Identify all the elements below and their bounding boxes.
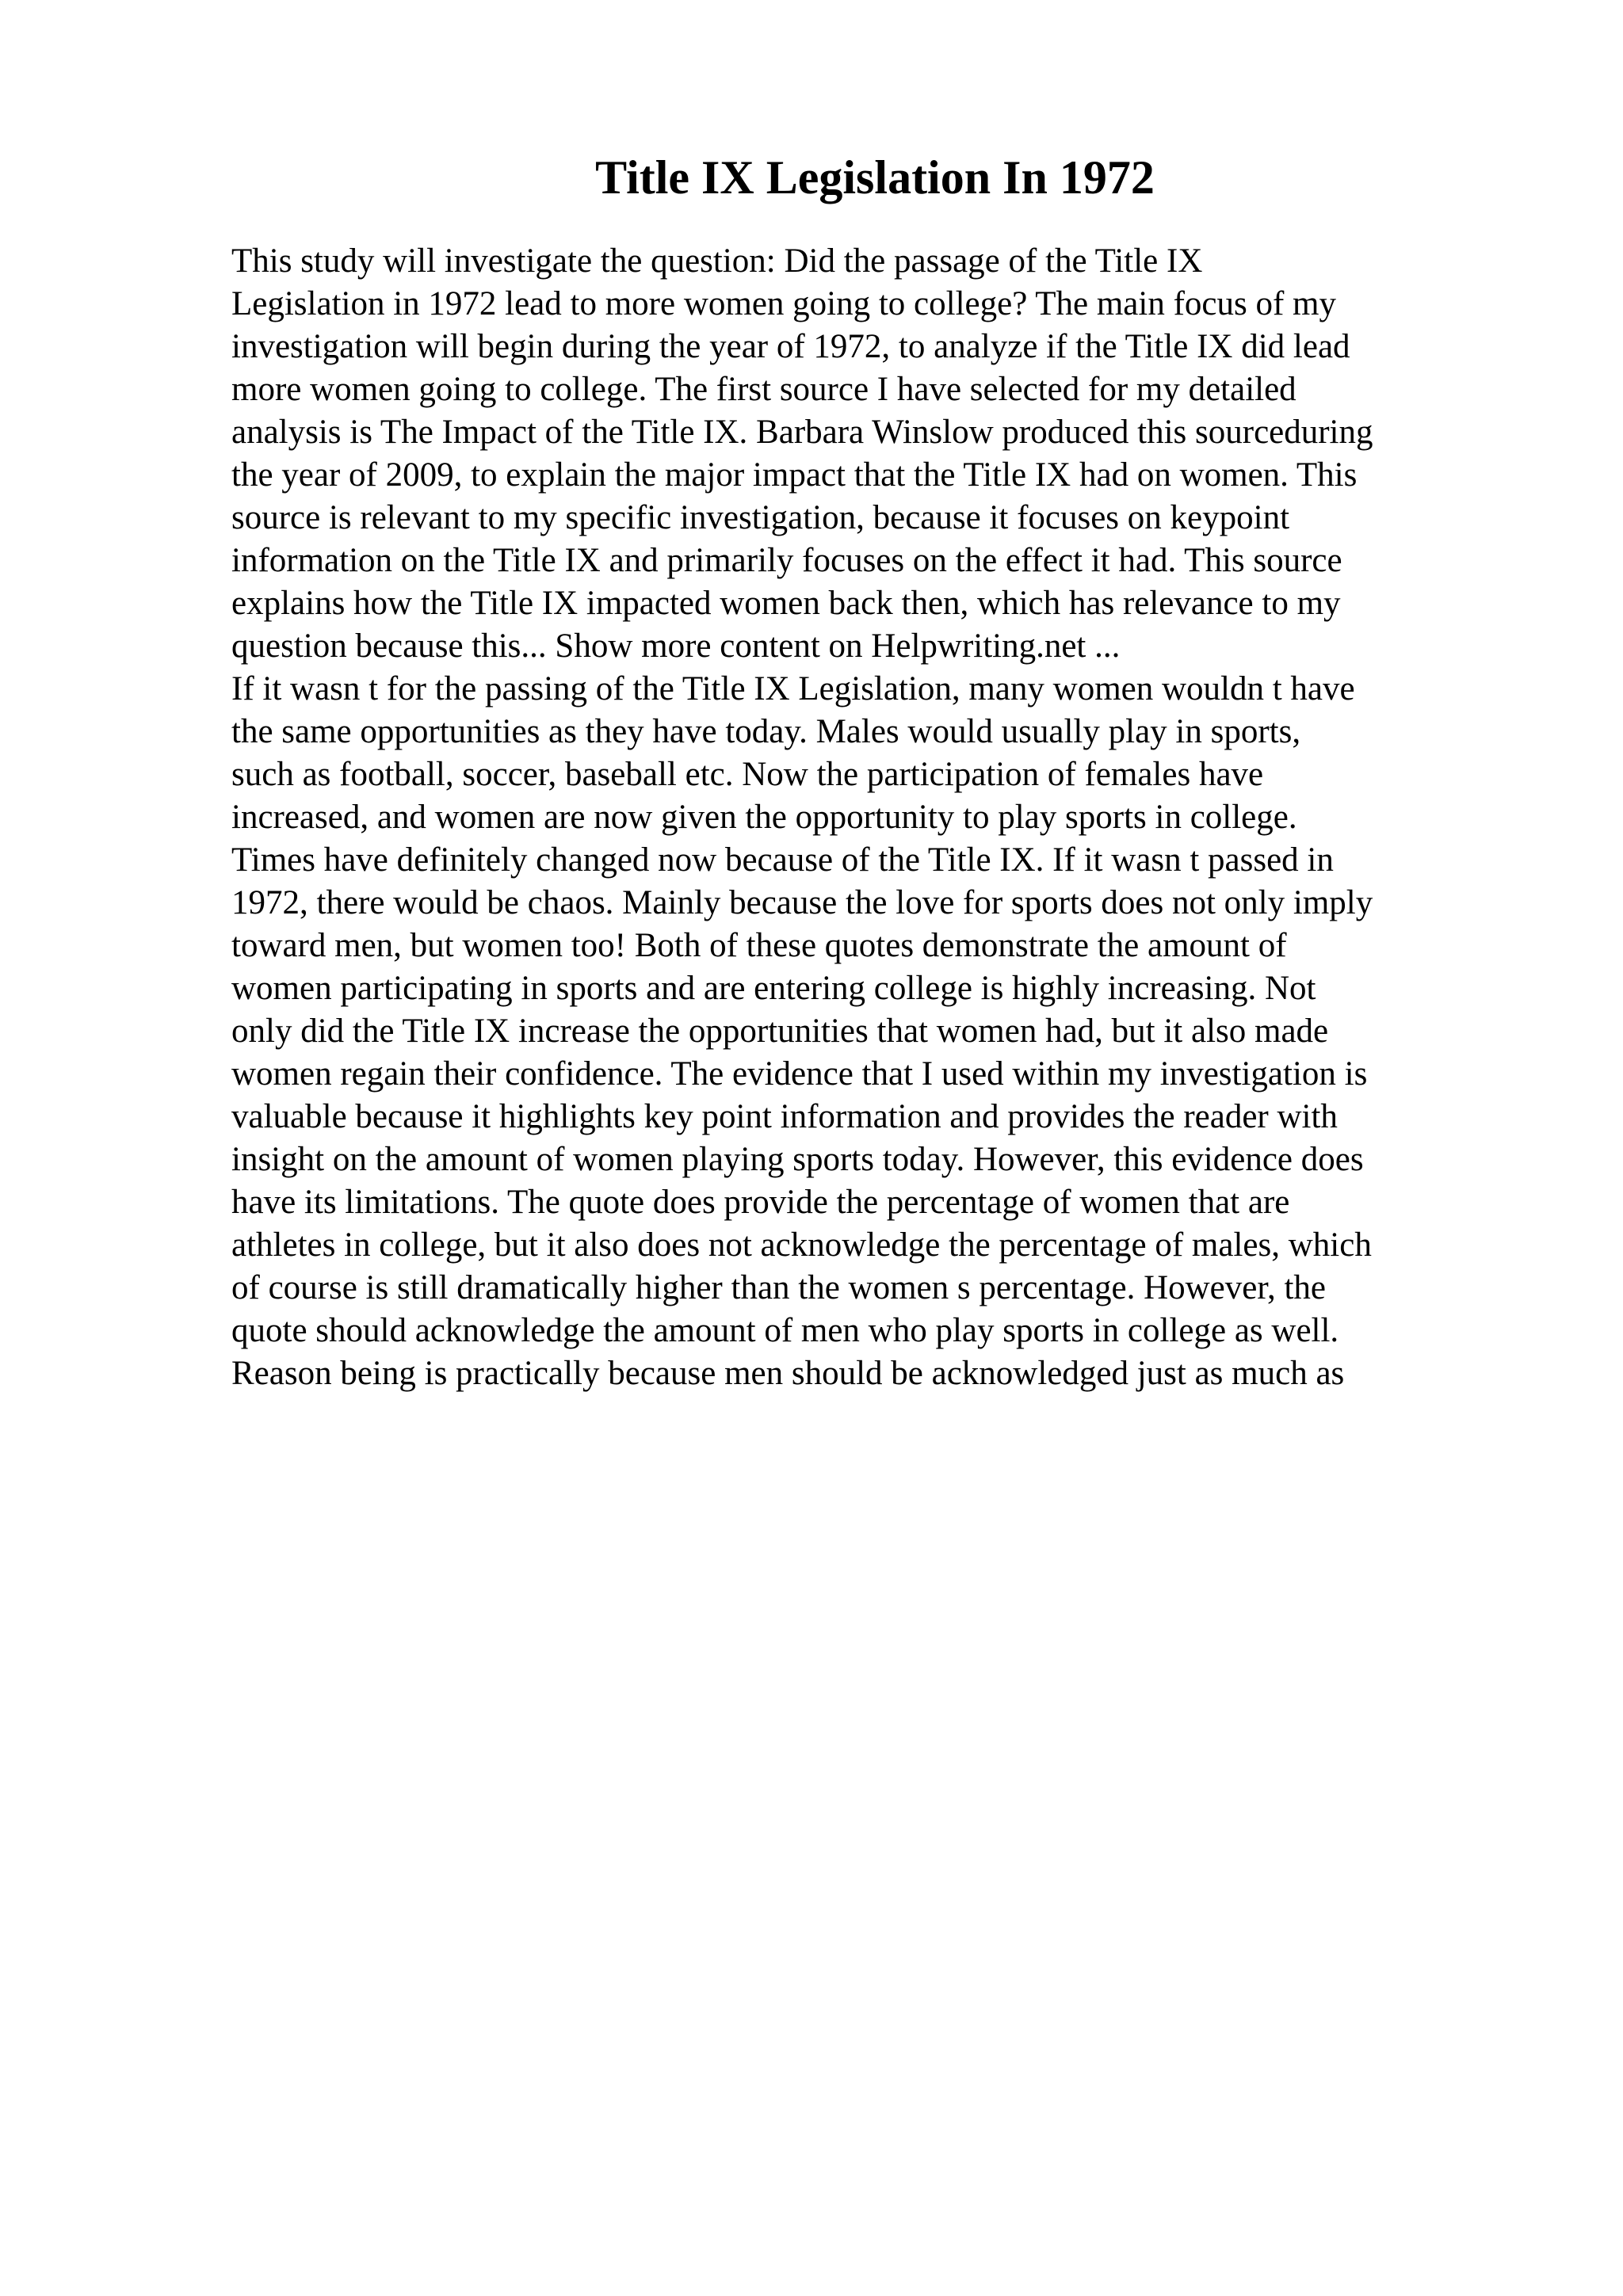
body-line: of course is still dramatically higher than the women s percentage. However, the — [231, 1269, 1326, 1306]
body-line: Reason being is practically because men should be acknowledged just as much as — [231, 1355, 1345, 1392]
body-line: Times have definitely changed now because of the Title IX. If it wasn t passed in — [231, 841, 1334, 879]
body-line: If it wasn t for the passing of the Title IX Legislation, many women wouldn t have — [231, 670, 1355, 707]
body-line: have its limitations. The quote does provide the percentage of women that are — [231, 1184, 1290, 1221]
body-line: increased, and women are now given the opportunity to play sports in college. — [231, 799, 1297, 836]
document-body — [231, 240, 1499, 1395]
body-line: valuable because it highlights key point information and provides the reader with — [231, 1098, 1338, 1135]
body-line: the year of 2009, to explain the major impact that the Title IX had on women. This — [231, 456, 1358, 494]
body-line: only did the Title IX increase the opportunities that women had, but it also made — [231, 1013, 1329, 1050]
body-line: question because this... Show more content on Helpwriting.net ... — [231, 627, 1121, 665]
body-line: toward men, but women too! Both of these quotes demonstrate the amount of — [231, 927, 1287, 964]
body-line: 1972, there would be chaos. Mainly because the love for sports does not only imply — [231, 884, 1373, 921]
body-line: This study will investigate the question: Did the passage of the Title IX — [231, 242, 1203, 280]
body-line: such as football, soccer, baseball etc. Now the participation of females have — [231, 756, 1264, 793]
body-line: investigation will begin during the year of 1972, to analyze if the Title IX did lead — [231, 328, 1350, 365]
body-line: information on the Title IX and primarily focuses on the effect it had. This source — [231, 542, 1342, 579]
body-line: women regain their confidence. The evidence that I used within my investigation is — [231, 1055, 1368, 1093]
body-line: athletes in college, but it also does not acknowledge the percentage of males, which — [231, 1226, 1372, 1264]
body-line: quote should acknowledge the amount of men who play sports in college as well. — [231, 1312, 1339, 1349]
body-line: more women going to college. The first source I have selected for my detailed — [231, 371, 1296, 408]
body-line: Legislation in 1972 lead to more women going to college? The main focus of my — [231, 285, 1336, 322]
body-line: women participating in sports and are entering college is highly increasing. Not — [231, 970, 1316, 1007]
document-title: Title IX Legislation In 1972 — [595, 151, 1155, 204]
body-line: explains how the Title IX impacted women back then, which has relevance to my — [231, 585, 1341, 622]
body-line: analysis is The Impact of the Title IX. Barbara Winslow produced this sourceduring — [231, 414, 1373, 451]
body-line: the same opportunities as they have today. Males would usually play in sports, — [231, 713, 1301, 750]
body-line: source is relevant to my specific investigation, because it focuses on keypoint — [231, 499, 1290, 536]
body-line: insight on the amount of women playing sports today. However, this evidence does — [231, 1141, 1364, 1178]
